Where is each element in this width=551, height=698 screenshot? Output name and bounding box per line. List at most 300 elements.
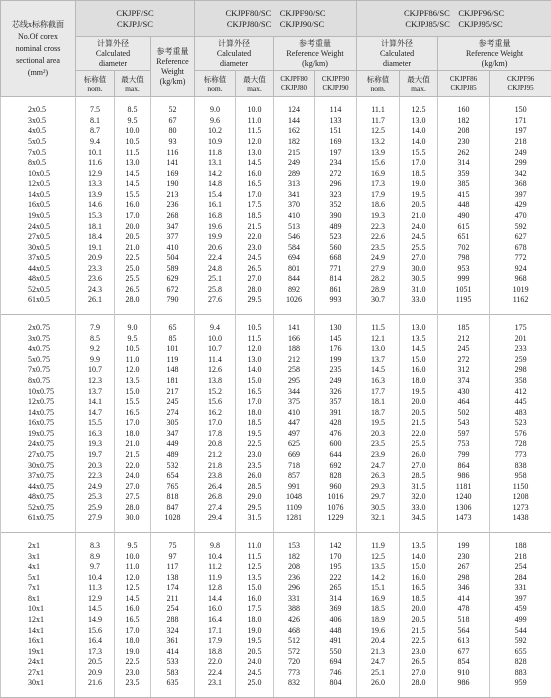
value-cell: 513 [274,221,315,232]
spacer-cell [115,97,151,106]
value-cell: 16.5 [115,407,151,418]
table-row [1,105,551,116]
value-cell: 13.9 [76,190,115,201]
value-cell: 694 [315,657,357,668]
value-cell: 19.3 [76,439,115,450]
table-row [1,126,551,137]
value-cell: 26.0 [357,678,400,689]
value-cell: 21.5 [400,418,438,429]
value-cell: 13.8 [195,376,236,387]
value-cell: 15.2 [195,386,236,397]
value-cell: 22.4 [195,668,236,679]
value-cell: 130 [315,323,357,334]
value-cell: 753 [438,439,490,450]
value-cell: 828 [490,657,551,668]
table-row [1,460,551,471]
spacer-cell [236,97,274,106]
value-cell: 18.5 [400,594,438,605]
table-row [1,678,551,689]
value-cell: 17.1 [195,625,236,636]
value-cell: 986 [438,471,490,482]
table-row [1,397,551,408]
family-header-ckjpf-sc: CKJPF/SC CKJPJ/SC [76,1,195,37]
value-cell: 342 [490,168,551,179]
value-cell: 18.4 [76,232,115,243]
table-header [1,1,551,97]
value-cell: 22.6 [357,232,400,243]
value-cell: 11.5 [115,147,151,158]
spacer-cell [76,314,115,323]
spacer-cell [438,306,490,315]
value-cell: 25.1 [195,274,236,285]
value-cell: 12.9 [76,168,115,179]
value-cell: 274 [151,407,195,418]
value-cell: 13.0 [115,158,151,169]
value-cell: 259 [490,355,551,366]
value-cell: 883 [490,668,551,679]
spacer-cell [1,306,76,315]
value-cell: 11.5 [236,333,274,344]
value-cell: 14.0 [400,551,438,562]
value-cell: 10.7 [195,344,236,355]
value-cell: 25.5 [400,242,438,253]
value-cell: 15.0 [400,562,438,573]
value-cell: 1240 [438,492,490,503]
value-cell: 375 [274,397,315,408]
value-cell: 151 [315,126,357,137]
value-cell: 267 [438,562,490,573]
value-cell: 30.7 [357,295,400,306]
value-cell: 8.3 [76,541,115,552]
value-cell: 22.5 [236,439,274,450]
value-cell: 30.0 [400,264,438,275]
value-cell: 14.0 [236,365,274,376]
value-cell: 694 [274,253,315,264]
value-cell: 29.5 [236,295,274,306]
value-cell: 314 [438,158,490,169]
spacer-cell [151,524,195,533]
value-cell: 93 [151,137,195,148]
value-cell: 576 [490,429,551,440]
size-cell: 4x1 [1,562,76,573]
table-row [1,200,551,211]
value-cell: 13.5 [400,333,438,344]
size-cell: 48x0.5 [1,274,76,285]
value-cell: 299 [490,158,551,169]
value-cell: 924 [490,264,551,275]
value-cell: 19.5 [236,429,274,440]
value-cell: 114 [315,105,357,116]
value-cell: 20.5 [115,232,151,243]
value-cell: 33.0 [400,295,438,306]
value-cell: 13.5 [115,376,151,387]
value-cell: 543 [438,418,490,429]
value-cell: 668 [315,253,357,264]
value-cell: 9.5 [115,333,151,344]
value-cell: 265 [315,583,357,594]
value-cell: 410 [274,407,315,418]
size-cell: 5x1 [1,572,76,583]
value-cell: 12.5 [357,551,400,562]
value-cell: 12.0 [236,137,274,148]
spacer-cell [357,532,400,541]
value-cell: 13.7 [357,355,400,366]
value-cell: 10.4 [76,572,115,583]
table-row [1,407,551,418]
value-cell: 16.0 [400,365,438,376]
spacer-cell [236,524,274,533]
value-cell: 15.0 [115,386,151,397]
value-cell: 12.9 [76,594,115,605]
value-cell: 532 [151,460,195,471]
value-cell: 27.0 [400,668,438,679]
value-cell: 968 [490,274,551,285]
value-cell: 24.7 [357,657,400,668]
value-cell: 298 [490,365,551,376]
value-cell: 236 [274,572,315,583]
value-cell: 32.0 [400,492,438,503]
value-cell: 18.9 [357,615,400,626]
value-cell: 910 [438,668,490,679]
value-cell: 497 [274,429,315,440]
value-cell: 391 [315,407,357,418]
value-cell: 10.0 [115,551,151,562]
value-cell: 23.1 [195,678,236,689]
spacer-cell [115,524,151,533]
g1-nom-header: 标称值 nom. [76,71,115,97]
value-cell: 1273 [490,502,551,513]
value-cell: 11.2 [195,562,236,573]
value-cell: 67 [151,116,195,127]
value-cell: 20.5 [236,646,274,657]
size-cell: 8x1 [1,594,76,605]
value-cell: 16.0 [236,594,274,605]
value-cell: 986 [438,678,490,689]
value-cell: 27.4 [195,502,236,513]
value-cell: 804 [315,678,357,689]
value-cell: 958 [490,471,551,482]
value-cell: 11.7 [357,116,400,127]
g2-weight-col-b: CKJPF90 CKJPJ90 [315,71,357,97]
value-cell: 9.7 [76,562,115,573]
value-cell: 832 [274,678,315,689]
table-row [1,386,551,397]
value-cell: 312 [438,365,490,376]
value-cell: 426 [274,615,315,626]
value-cell: 464 [438,397,490,408]
value-cell: 19.0 [236,625,274,636]
value-cell: 11.5 [236,126,274,137]
value-cell: 97 [151,551,195,562]
value-cell: 1438 [490,513,551,524]
table-row [1,264,551,275]
value-cell: 24.9 [76,481,115,492]
value-cell: 23.9 [357,450,400,461]
value-cell: 18.0 [236,407,274,418]
value-cell: 429 [490,200,551,211]
value-cell: 27.0 [236,274,274,285]
value-cell: 296 [315,179,357,190]
value-cell: 17.3 [357,179,400,190]
value-cell: 20.8 [195,439,236,450]
spacer-cell [195,314,236,323]
table-row [1,323,551,334]
value-cell: 8.5 [115,105,151,116]
value-cell: 171 [490,116,551,127]
value-cell: 218 [490,137,551,148]
value-cell: 272 [438,355,490,366]
value-cell: 182 [274,551,315,562]
size-cell: 12x0.75 [1,397,76,408]
g2-weight-col-a: CKJPF80 CKJPJ80 [274,71,315,97]
size-cell: 10x0.5 [1,168,76,179]
value-cell: 847 [151,502,195,513]
value-cell: 254 [490,562,551,573]
value-cell: 16.4 [195,615,236,626]
value-cell: 483 [490,407,551,418]
table-row [1,594,551,605]
value-cell: 18.5 [236,418,274,429]
table-row [1,221,551,232]
spacer-cell [357,689,400,698]
size-cell: 37x0.75 [1,471,76,482]
value-cell: 347 [151,429,195,440]
value-cell: 669 [274,450,315,461]
value-cell: 21.3 [357,646,400,657]
value-cell: 75 [151,541,195,552]
value-cell: 24.0 [236,657,274,668]
value-cell: 523 [315,232,357,243]
value-cell: 16.5 [236,179,274,190]
value-cell: 999 [438,274,490,285]
value-cell: 212 [274,355,315,366]
g2-weight-header: 参考重量 Reference Weight (kg/km) [274,37,357,71]
value-cell: 17.0 [400,158,438,169]
value-cell: 24.7 [357,460,400,471]
value-cell: 27.0 [400,253,438,264]
value-cell: 28.0 [400,678,438,689]
value-cell: 21.5 [236,221,274,232]
value-cell: 24.3 [76,285,115,296]
value-cell: 564 [438,625,490,636]
value-cell: 790 [151,295,195,306]
value-cell: 14.4 [195,594,236,605]
value-cell: 550 [315,646,357,657]
value-cell: 11.0 [236,541,274,552]
value-cell: 357 [315,397,357,408]
size-cell: 4x0.75 [1,344,76,355]
value-cell: 11.0 [115,355,151,366]
value-cell: 181 [151,376,195,387]
size-cell: 12x1 [1,615,76,626]
value-cell: 9.2 [76,344,115,355]
value-cell: 18.0 [115,429,151,440]
value-cell: 14.8 [195,179,236,190]
table-row [1,116,551,127]
value-cell: 174 [151,583,195,594]
value-cell: 8.1 [76,116,115,127]
value-cell: 414 [151,646,195,657]
value-cell: 857 [274,471,315,482]
table-row [1,513,551,524]
spacer-cell [1,314,76,323]
value-cell: 26.5 [115,285,151,296]
spacer-cell [1,689,76,698]
value-cell: 960 [315,481,357,492]
value-cell: 390 [315,211,357,222]
value-cell: 233 [490,344,551,355]
value-cell: 218 [490,551,551,562]
value-cell: 142 [315,541,357,552]
value-cell: 16.3 [357,376,400,387]
value-cell: 11.6 [76,158,115,169]
value-cell: 21.0 [115,439,151,450]
value-cell: 468 [274,625,315,636]
value-cell: 9.9 [76,355,115,366]
table-row [1,376,551,387]
value-cell: 346 [438,583,490,594]
table-row [1,418,551,429]
value-cell: 15.0 [236,376,274,387]
spacer-cell [151,532,195,541]
value-cell: 12.1 [357,333,400,344]
value-cell: 213 [151,190,195,201]
value-cell: 331 [274,594,315,605]
value-cell: 22.0 [400,429,438,440]
value-cell: 14.0 [400,126,438,137]
spacer-cell [490,689,551,698]
value-cell: 166 [274,333,315,344]
value-cell: 326 [315,386,357,397]
value-cell: 672 [151,285,195,296]
size-cell: 19x1 [1,646,76,657]
value-cell: 388 [274,604,315,615]
value-cell: 27.5 [115,492,151,503]
size-cell: 3x0.5 [1,116,76,127]
value-cell: 199 [315,355,357,366]
table-row [1,604,551,615]
table-row [1,492,551,503]
spacer-cell [490,524,551,533]
value-cell: 211 [151,594,195,605]
value-cell: 24.0 [115,471,151,482]
value-cell: 16.0 [195,604,236,615]
g3-weight-col-b: CKJPF96 CKJPJ95 [490,71,551,97]
value-cell: 428 [315,418,357,429]
value-cell: 24.5 [236,668,274,679]
value-cell: 245 [438,344,490,355]
value-cell: 175 [490,323,551,334]
value-cell: 8.5 [76,333,115,344]
value-cell: 18.5 [357,604,400,615]
value-cell: 16.0 [400,572,438,583]
value-cell: 10.0 [195,333,236,344]
g1-max-header: 最大值 max. [115,71,151,97]
value-cell: 26.1 [76,295,115,306]
g3-nom-header: 标称值 nom. [357,71,400,97]
value-cell: 12.5 [115,583,151,594]
value-cell: 18.1 [357,397,400,408]
value-cell: 341 [274,190,315,201]
value-cell: 347 [151,221,195,232]
value-cell: 21.2 [195,450,236,461]
value-cell: 25.9 [76,502,115,513]
value-cell: 14.1 [76,397,115,408]
value-cell: 854 [438,657,490,668]
value-cell: 284 [490,572,551,583]
value-cell: 10.0 [115,126,151,137]
value-cell: 10.5 [115,137,151,148]
value-cell: 188 [490,541,551,552]
table-row [1,355,551,366]
value-cell: 17.0 [236,190,274,201]
value-cell: 16.4 [76,636,115,647]
spacer-cell [357,524,400,533]
spacer-cell [236,306,274,315]
value-cell: 19.5 [400,386,438,397]
value-cell: 20.9 [76,668,115,679]
value-cell: 14.5 [115,168,151,179]
value-cell: 627 [490,232,551,243]
value-cell: 26.3 [357,471,400,482]
table-row [1,158,551,169]
table-row [1,502,551,513]
value-cell: 18.5 [400,168,438,179]
value-cell: 11.0 [115,562,151,573]
value-cell: 814 [315,274,357,285]
table-row [1,657,551,668]
value-cell: 491 [315,636,357,647]
spacer-cell [438,97,490,106]
value-cell: 991 [274,481,315,492]
size-cell: 61x0.5 [1,295,76,306]
value-cell: 28.0 [115,295,151,306]
table-row [1,541,551,552]
value-cell: 17.8 [195,429,236,440]
size-cell: 19x0.75 [1,429,76,440]
value-cell: 20.3 [357,429,400,440]
value-cell: 370 [274,200,315,211]
value-cell: 26.8 [195,492,236,503]
value-cell: 12.0 [115,572,151,583]
value-cell: 11.9 [357,541,400,552]
value-cell: 52 [151,105,195,116]
value-cell: 19.5 [400,190,438,201]
value-cell: 24.0 [400,221,438,232]
value-cell: 19.1 [76,242,115,253]
table-row [1,471,551,482]
spacer-cell [76,524,115,533]
value-cell: 30.0 [115,513,151,524]
value-cell: 368 [490,179,551,190]
value-cell: 27.0 [115,481,151,492]
value-cell: 15.5 [115,190,151,201]
spacer-cell [274,314,315,323]
value-cell: 1195 [438,295,490,306]
spacer-cell [315,524,357,533]
value-cell: 22.5 [115,253,151,264]
value-cell: 1208 [490,492,551,503]
value-cell: 397 [490,594,551,605]
g3-diameter-header: 计算外径 Calculated diameter [357,37,438,71]
value-cell: 23.0 [400,646,438,657]
value-cell: 16.2 [195,407,236,418]
value-cell: 11.4 [195,355,236,366]
value-cell: 9.4 [195,323,236,334]
size-cell: 30x0.5 [1,242,76,253]
value-cell: 9.0 [195,105,236,116]
value-cell: 116 [151,147,195,158]
